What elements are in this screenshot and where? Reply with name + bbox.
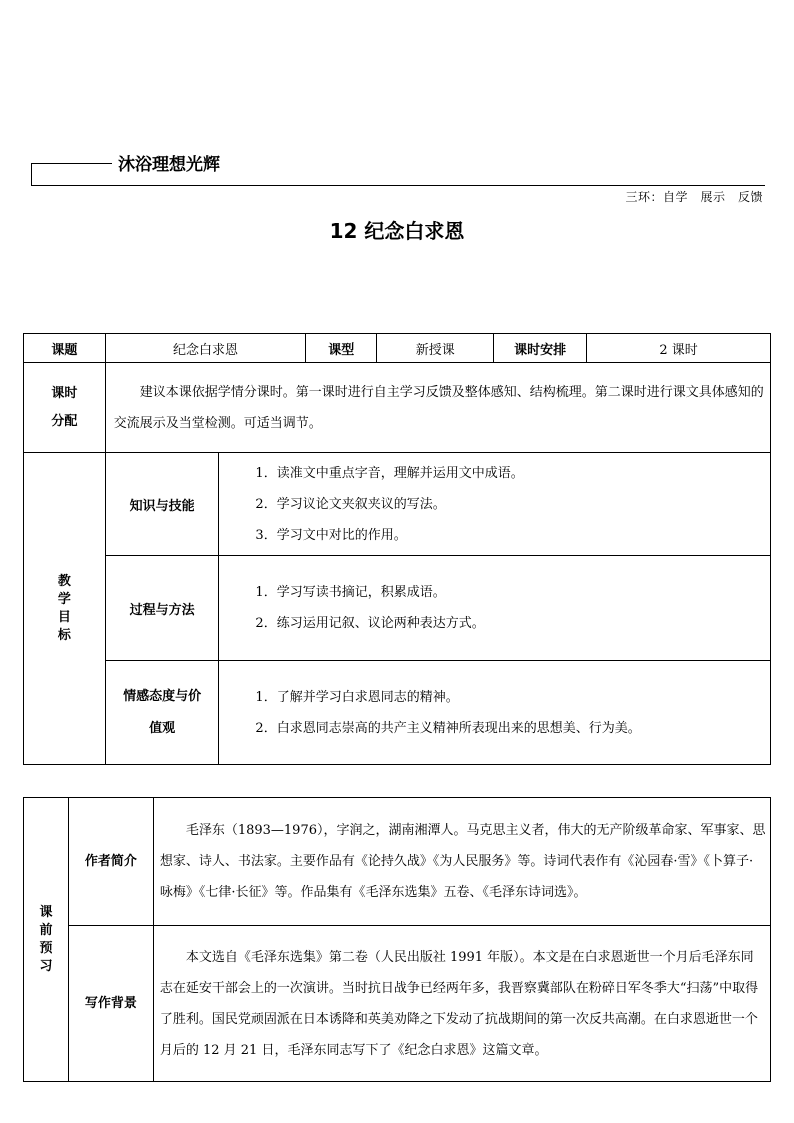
objective-item: 2．练习运用记叙、议论两种表达方式。 <box>255 616 485 631</box>
objective-label-line: 情感态度与价 <box>123 688 202 704</box>
objective-row <box>24 661 771 765</box>
objective-label-line: 过程与方法 <box>129 602 195 618</box>
schedule-value: 2 课时 <box>587 334 771 363</box>
background-text: 本文选自《毛泽东选集》第二卷（人民出版社 1991 年版）。本文是在白求恩逝世一个月后毛泽东同志在延安干部会上的一次演讲。当时抗日战争已经两年多，我晋察冀部队在粉碎日军冬季大“扫荡”中取得了胜利。国民党顽固派在日本诱降和英美劝降之下发动了抗战期间的第一次反共高潮。在白求恩逝世一个月后的 12 月 21 日，毛泽东同志写下了《纪念白求恩》这篇文章。 <box>153 926 770 1082</box>
objective-item: 3．学习文中对比的作用。 <box>255 527 407 543</box>
three-steps-note: 三环：自学 展示 反馈 <box>625 190 763 204</box>
preview-row <box>24 798 771 926</box>
info-row <box>24 334 771 363</box>
objective-items-attitude <box>219 661 771 765</box>
objective-items-process <box>219 556 771 661</box>
preview-table <box>23 797 771 1082</box>
allocation-label-line1: 课时 <box>51 385 78 401</box>
lesson-plan-table <box>23 333 771 765</box>
unit-title: 沐浴理想光辉 <box>118 155 220 175</box>
objective-label-attitude <box>105 661 219 765</box>
objective-item: 1．学习写读书摘记，积累成语。 <box>255 585 446 600</box>
type-label: 课型 <box>306 334 377 363</box>
schedule-label: 课时安排 <box>494 334 587 363</box>
type-value: 新授课 <box>377 334 494 363</box>
objective-label-process <box>105 556 219 661</box>
objective-items-knowledge <box>219 453 771 556</box>
objectives-label-char: 目 <box>57 609 71 625</box>
preview-label <box>24 798 69 1082</box>
objective-label-knowledge <box>105 453 219 556</box>
header-bracket <box>31 163 112 186</box>
objectives-label <box>24 453 106 765</box>
preview-label-char: 前 <box>39 922 53 938</box>
author-text: 毛泽东（1893—1976），字润之，湖南湘潭人。马克思主义者，伟大的无产阶级革命家、军事家、思想家、诗人、书法家。主要作品有《论持久战》《为人民服务》等。诗词代表作有《沁园春·雪》《卜算子·咏梅》《七律·长征》等。作品集有《毛泽东选集》五卷、《毛泽东诗词选》。 <box>153 798 770 926</box>
objective-row <box>24 453 771 556</box>
objective-item: 2．白求恩同志崇高的共产主义精神所表现出来的思想美、行为美。 <box>255 720 641 736</box>
lesson-title: 12 纪念白求恩 <box>329 219 465 243</box>
objective-label-line: 值观 <box>149 720 176 736</box>
background-label: 写作背景 <box>68 926 153 1082</box>
topic-value: 纪念白求恩 <box>105 334 306 363</box>
allocation-text: 建议本课依据学情分课时。第一课时进行自主学习反馈及整体感知、结构梳理。第二课时进行课文具体感知的交流展示及当堂检测。可适当调节。 <box>105 363 770 453</box>
objectives-label-char: 教 <box>57 573 71 589</box>
preview-label-char: 习 <box>39 958 53 974</box>
header-rule <box>31 185 765 186</box>
objectives-label-char: 学 <box>57 591 71 607</box>
allocation-label-line2: 分配 <box>51 413 78 429</box>
allocation-label <box>24 363 106 453</box>
topic-label: 课题 <box>24 334 106 363</box>
preview-row <box>24 926 771 1082</box>
author-label: 作者简介 <box>68 798 153 926</box>
objectives-label-char: 标 <box>57 627 71 643</box>
objective-item: 1．读准文中重点字音，理解并运用文中成语。 <box>255 465 524 481</box>
objective-label-line: 知识与技能 <box>129 498 195 514</box>
preview-label-char: 课 <box>39 904 53 920</box>
allocation-row <box>24 363 771 453</box>
objective-item: 1．了解并学习白求恩同志的精神。 <box>255 689 459 705</box>
preview-label-char: 预 <box>39 940 53 956</box>
objective-item: 2．学习议论文夹叙夹议的写法。 <box>255 496 446 512</box>
objective-row <box>24 556 771 661</box>
